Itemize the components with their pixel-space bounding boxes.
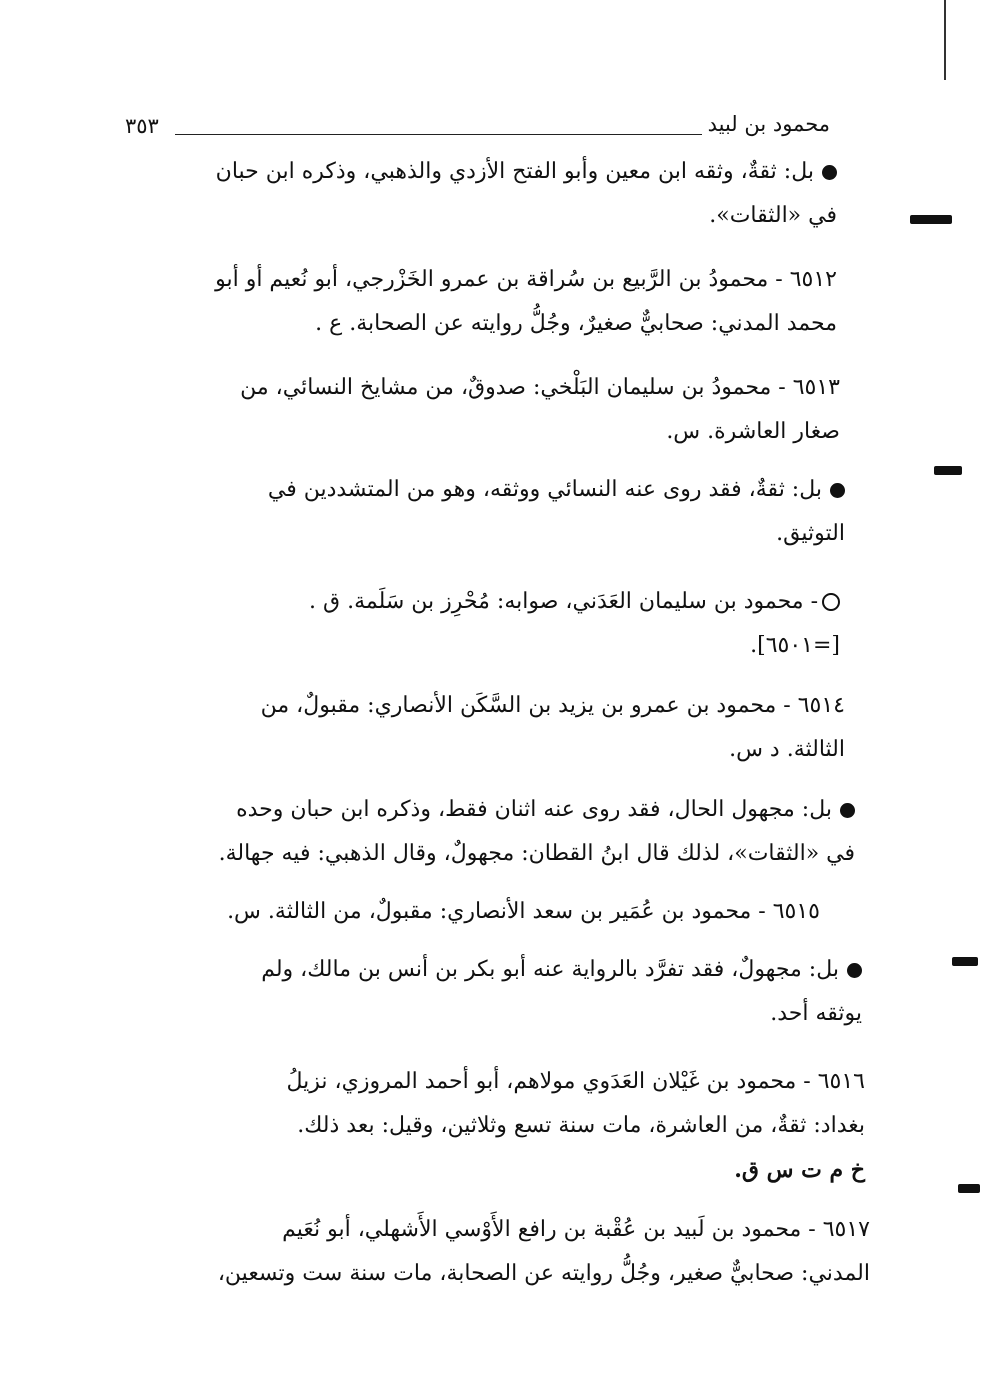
note-line: بل: ثقةٌ، فقد روى عنه النسائي ووثقه، وهو من المتشددين في xyxy=(267,477,822,502)
note-block xyxy=(162,948,862,1036)
entry-line: المدني: صحابيٌّ صغير، وجُلُّ روايته عن الصحابة، مات سنة ست وتسعين، xyxy=(217,1261,870,1286)
page-number: ٣٥٣ xyxy=(125,114,159,138)
cross-ref-line: [=٦٥٠١]. xyxy=(750,633,840,658)
entry-line: صغار العاشرة. س. xyxy=(666,419,840,444)
bullet-icon xyxy=(822,165,837,180)
note-line: في «الثقات». xyxy=(709,203,837,228)
entry-6517 xyxy=(170,1208,870,1296)
bullet-icon xyxy=(840,803,855,818)
entry-line: ٦٥١٣ - محمودُ بن سليمان البَلْخي: صدوقٌ، من مشايخ النسائي، من xyxy=(240,375,840,400)
entry-6512 xyxy=(132,258,837,346)
entry-line: بغداد: ثقةٌ، من العاشرة، مات سنة تسع وثلاثين، وقيل: بعد ذلك. xyxy=(297,1113,865,1138)
note-line: بل: مجهولٌ، فقد تفرَّد بالرواية عنه أبو بكر بن أنس بن مالك، ولم xyxy=(261,957,839,982)
entry-line: ٦٥١٢ - محمودُ بن الرَّبيع بن سُراقة بن عمرو الخَزْرجي، أبو نُعيم أو أبو xyxy=(215,267,837,292)
note-line: التوثيق. xyxy=(776,521,845,546)
note-line: يوثقه أحد. xyxy=(770,1001,862,1026)
scan-margin-mark xyxy=(958,1184,980,1193)
note-line: في «الثقات»، لذلك قال ابنُ القطان: مجهولٌ، وقال الذهبي: فيه جهالة. xyxy=(218,841,855,866)
entry-line: الثالثة. د س. xyxy=(729,737,845,762)
ring-icon xyxy=(822,593,840,611)
entry-line: ٦٥١٤ - محمود بن عمرو بن يزيد بن السَّكَن الأنصاري: مقبولٌ، من xyxy=(260,693,845,718)
entry-line: ٦٥١٦ - محمود بن غَيْلان العَدَوي مولاهم، أبو أحمد المروزي، نزيلُ xyxy=(286,1069,865,1094)
scan-margin-mark xyxy=(934,466,962,475)
scan-margin-mark xyxy=(910,215,952,224)
entry-line: ٦٥١٧ - محمود بن لَبيد بن عُقْبة بن رافع الأَوْسي الأَشهلي، أبو نُعَيم xyxy=(282,1217,870,1242)
bullet-icon xyxy=(830,483,845,498)
note-block xyxy=(132,150,837,238)
note-line: بل: ثقةٌ، وثقه ابن معين وأبو الفتح الأزدي والذهبي، وذكره ابن حبان xyxy=(215,159,814,184)
entry-6513 xyxy=(140,366,840,454)
scan-margin-mark xyxy=(952,957,978,966)
scan-edge-line xyxy=(944,0,946,80)
entry-6514 xyxy=(155,684,845,772)
entry-line: ٦٥١٥ - محمود بن عُمَير بن سعد الأنصاري: مقبولٌ، من الثالثة. س. xyxy=(227,899,820,924)
note-block xyxy=(160,788,855,876)
entry-line: محمد المدني: صحابيٌّ صغيرٌ، وجُلُّ روايته عن الصحابة. ع . xyxy=(315,311,837,336)
note-block xyxy=(145,468,845,556)
cross-reference-block xyxy=(160,580,840,668)
entry-6515 xyxy=(180,890,820,934)
bullet-icon xyxy=(847,963,862,978)
running-title: محمود بن لبيد xyxy=(707,112,830,136)
note-line: بل: مجهول الحال، فقد روى عنه اثنان فقط، وذكره ابن حبان وحده xyxy=(236,797,832,822)
cross-ref-line: - محمود بن سليمان العَدَني، صوابه: مُحْرِز بن سَلَمة. ق . xyxy=(309,589,818,614)
entry-line: خ م ت س ق. xyxy=(734,1157,865,1183)
entry-6516 xyxy=(165,1060,865,1193)
running-header xyxy=(125,112,830,148)
header-rule xyxy=(175,134,702,135)
